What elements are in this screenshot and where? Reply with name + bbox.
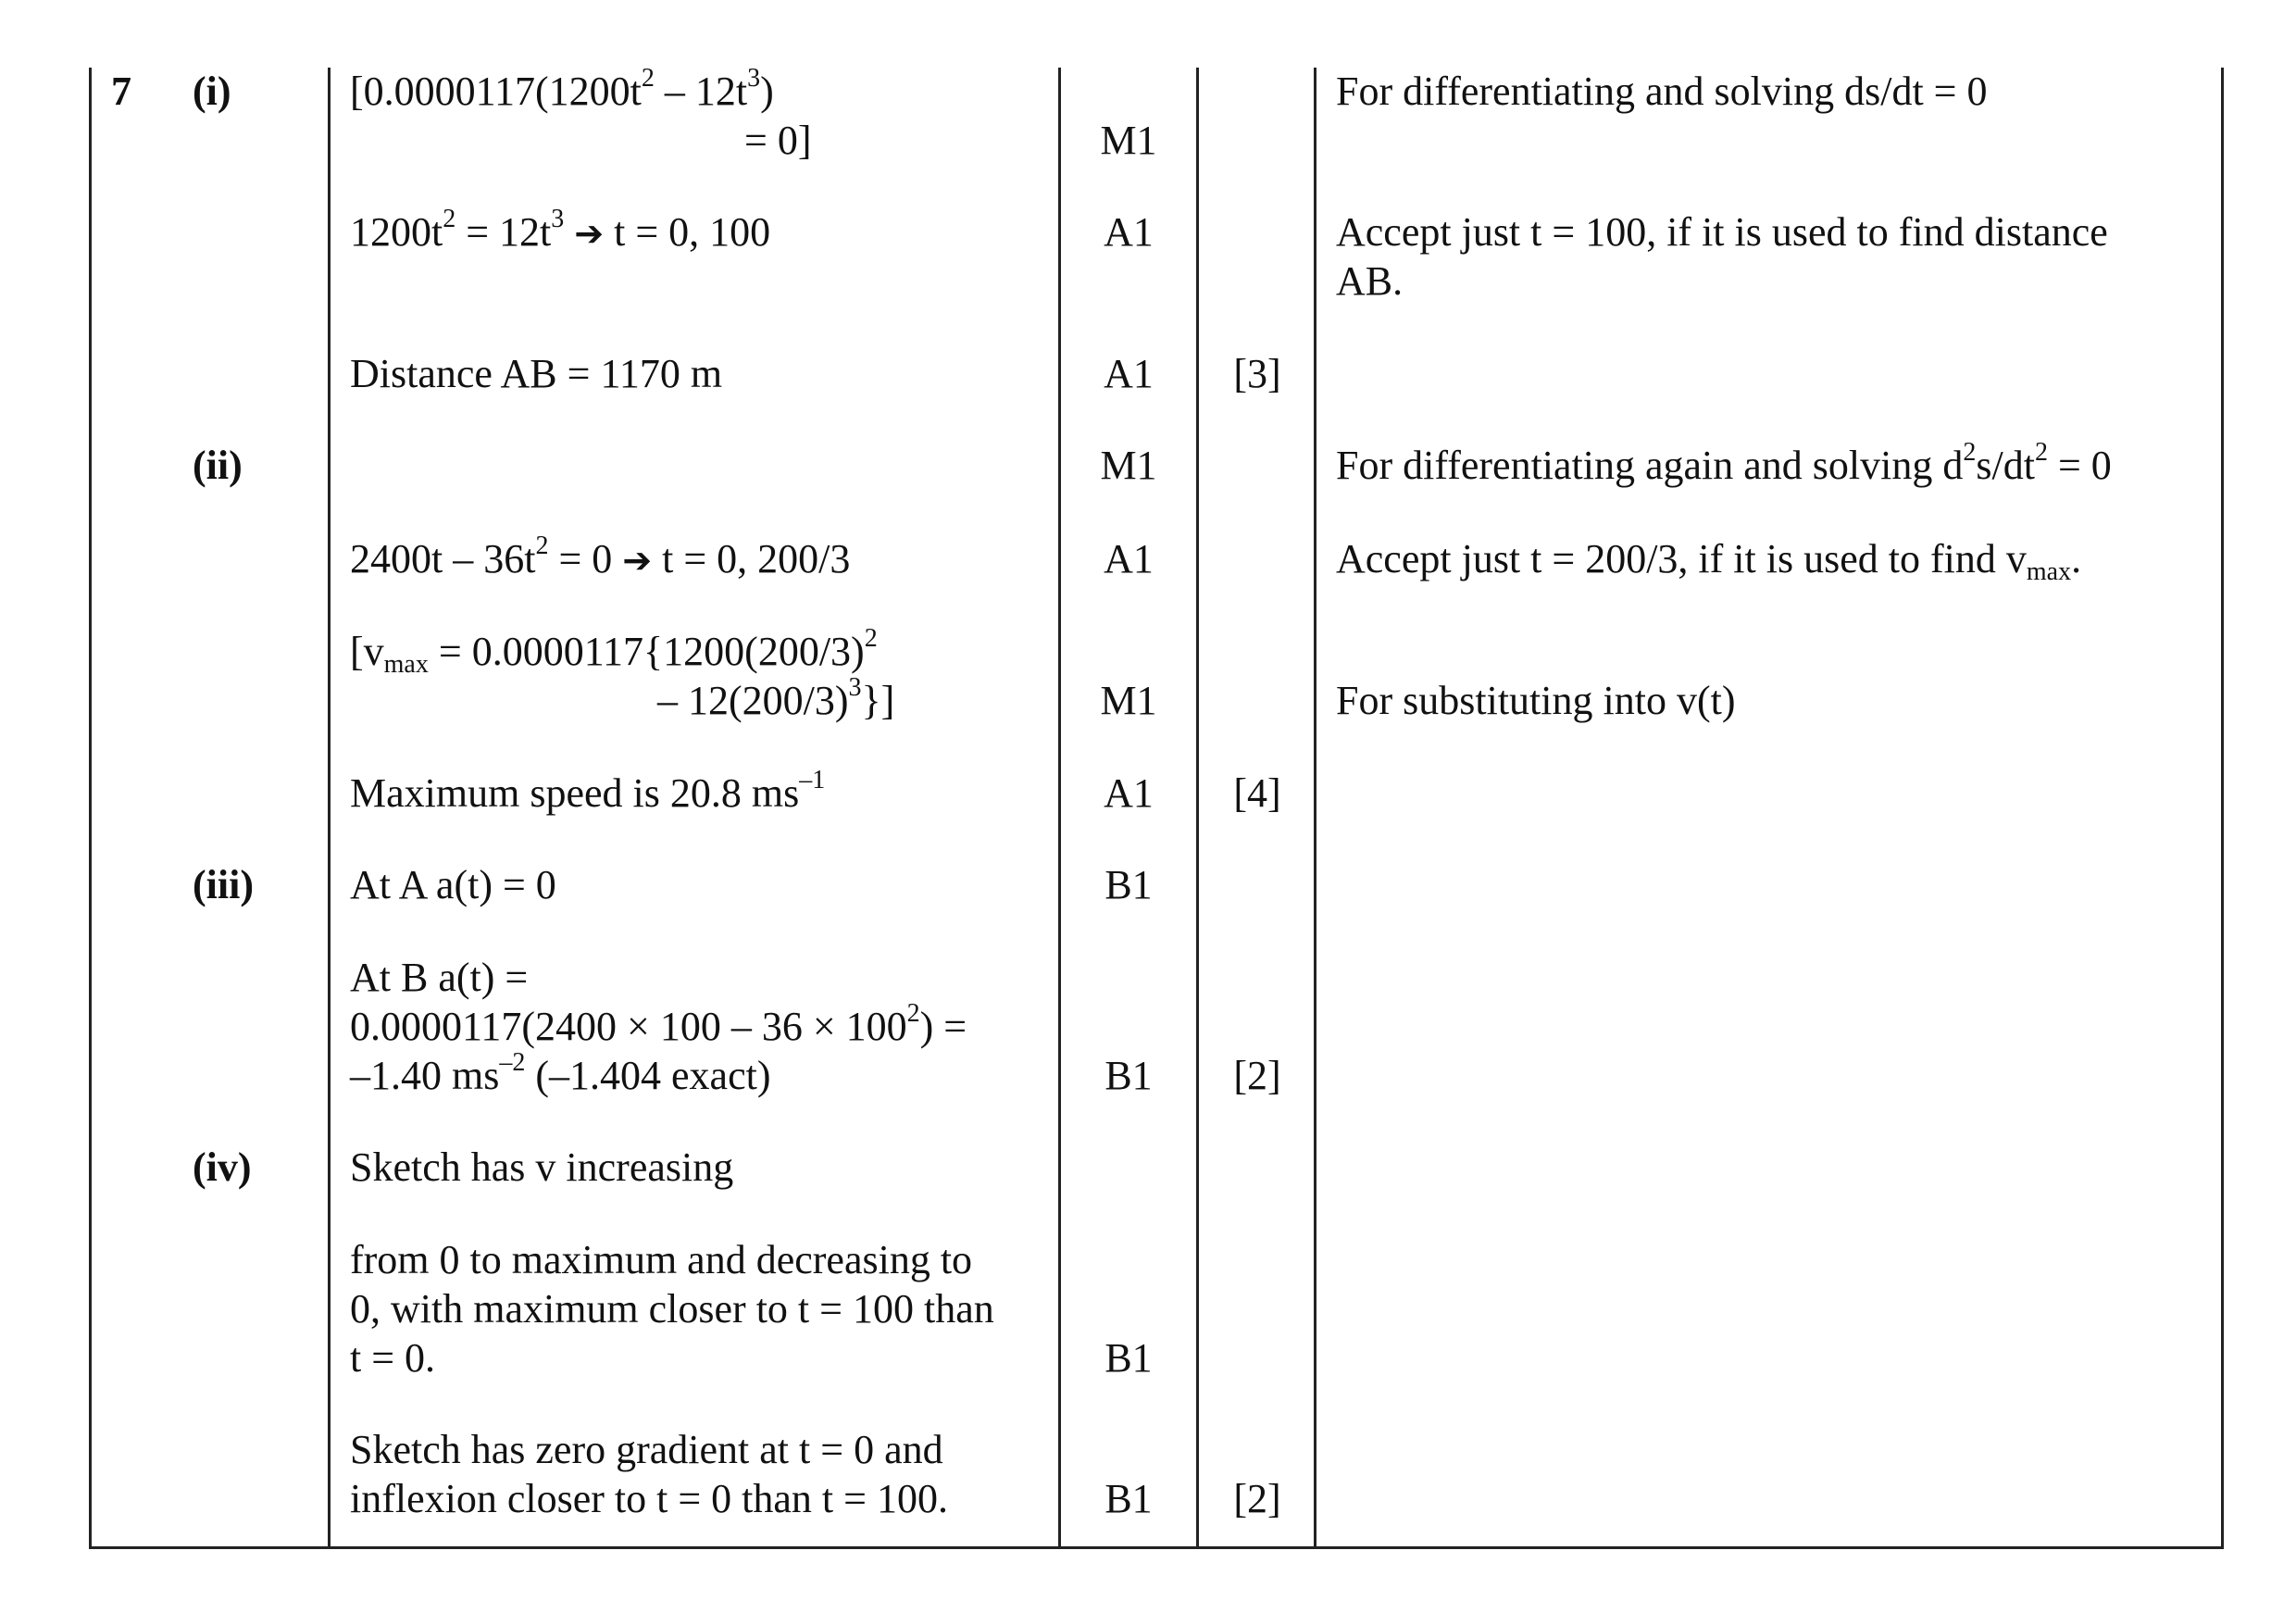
table-border-left — [89, 68, 92, 1549]
total-marks-cell: [3] — [1233, 351, 1281, 396]
mark-cell: B1 — [1104, 862, 1153, 907]
mark-cell: A1 — [1104, 770, 1154, 816]
part-label-ii: (ii) — [193, 443, 243, 488]
mark-cell: B1 — [1104, 1053, 1153, 1098]
answer-line: 0, with maximum closer to t = 100 than — [350, 1286, 994, 1332]
answer-line: t = 0. — [350, 1335, 436, 1381]
column-divider-answer — [328, 68, 331, 1549]
answer-line: Sketch has zero gradient at t = 0 and — [350, 1427, 943, 1472]
mark-cell: B1 — [1104, 1476, 1153, 1521]
answer-line: At A a(t) = 0 — [350, 862, 556, 907]
mark-cell: M1 — [1100, 118, 1157, 163]
answer-line: At B a(t) = — [350, 955, 529, 1000]
guidance-note: For differentiating and solving ds/dt = 0 — [1336, 69, 1988, 114]
part-label-iii: (iii) — [193, 862, 254, 907]
table-border-bottom — [89, 1546, 2224, 1549]
implies-arrow-icon: ➔ — [622, 540, 653, 581]
answer-line: Distance AB = 1170 m — [350, 351, 723, 396]
answer-line: $1200t^2 = 12t^3$ ➔ t = 0, 100 — [350, 205, 771, 255]
question-number: 7 — [111, 69, 131, 114]
answer-line: $2400t - 36t^2 = 0$ ➔ t = 0, 200/3 — [350, 531, 851, 581]
answer-line: [$0.0000117(1200t^2 - 12t^3)$ — [350, 64, 774, 114]
mark-cell: M1 — [1100, 678, 1157, 723]
mark-cell: M1 — [1100, 443, 1157, 488]
answer-line: = 0] — [744, 118, 812, 163]
answer-line: [$v_{max} = 0.0000117\{1200(200/3)^2$ — [350, 624, 878, 679]
guidance-note: For differentiating again and solving $d^2s/dt^2 = 0$ — [1336, 438, 2112, 488]
mark-cell: B1 — [1104, 1335, 1153, 1381]
guidance-note: Accept just t = 100, if it is used to find distance — [1336, 209, 2108, 255]
part-label-iv: (iv) — [193, 1144, 252, 1190]
answer-line: Sketch has v increasing — [350, 1144, 734, 1190]
answer-line: $0.0000117(2400 \times 100 - 36 \times 100^2)$ = — [350, 999, 967, 1049]
guidance-note: For substituting into v(t) — [1336, 678, 1736, 723]
guidance-note: Accept just t = 200/3, if it is used to find $v_{max}$. — [1336, 536, 2082, 586]
answer-line: – $12(200/3)^3$}] — [657, 673, 895, 723]
total-marks-cell: [4] — [1233, 770, 1281, 816]
answer-line: –1.40 $ms^{-2}$ (–1.404 exact) — [350, 1048, 771, 1098]
total-marks-cell: [2] — [1233, 1053, 1281, 1098]
answer-line: from 0 to maximum and decreasing to — [350, 1237, 973, 1282]
mark-cell: A1 — [1104, 351, 1154, 396]
answer-line: Maximum speed is 20.8 $ms^{-1}$ — [350, 766, 826, 816]
table-border-right — [2221, 68, 2224, 1549]
mark-cell: A1 — [1104, 536, 1154, 581]
mark-cell: A1 — [1104, 209, 1154, 255]
part-label-i: (i) — [193, 69, 231, 114]
implies-arrow-icon: ➔ — [574, 213, 605, 254]
total-marks-cell: [2] — [1233, 1476, 1281, 1521]
guidance-note: AB. — [1336, 258, 1404, 304]
answer-line: inflexion closer to t = 0 than t = 100. — [350, 1476, 948, 1521]
